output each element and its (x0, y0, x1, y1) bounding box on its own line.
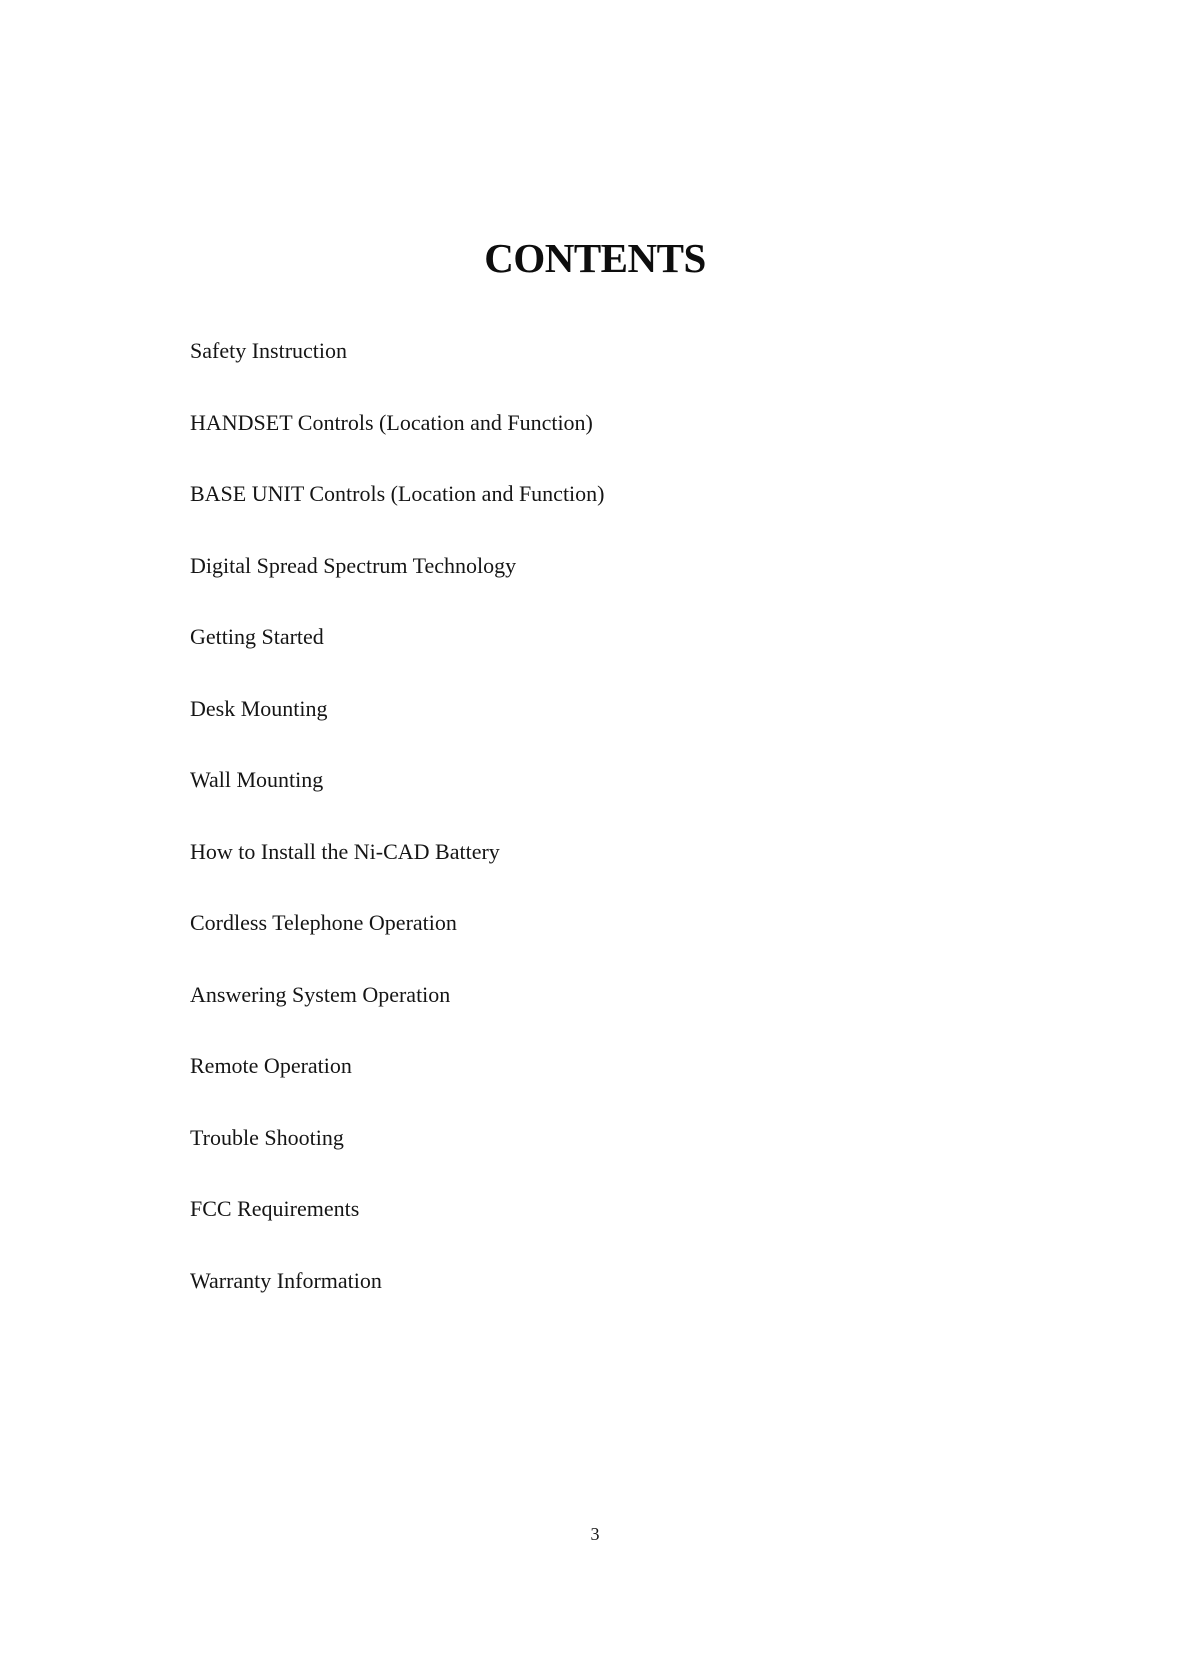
toc-entry-digital-spread-spectrum: Digital Spread Spectrum Technology (190, 552, 517, 578)
toc-entry-desk-mounting: Desk Mounting (190, 695, 328, 721)
toc-entry-wall-mounting: Wall Mounting (190, 767, 324, 792)
toc-entry-base-unit-controls: BASE UNIT Controls (Location and Function) (190, 481, 605, 506)
toc-entry-trouble-shooting: Trouble Shooting (190, 1124, 344, 1150)
toc-entry-answering-system-operation: Answering System Operation (190, 981, 451, 1007)
toc-entry-safety-instruction: Safety Instruction (190, 338, 348, 363)
toc-entry-cordless-telephone-operation: Cordless Telephone Operation (190, 910, 457, 935)
page-title: CONTENTS (484, 235, 706, 281)
toc-entry-install-battery: How to Install the Ni-CAD Battery (190, 838, 500, 864)
page-number: 3 (590, 1524, 600, 1544)
toc-entry-remote-operation: Remote Operation (190, 1053, 352, 1078)
toc-entry-handset-controls: HANDSET Controls (Location and Function) (190, 409, 593, 435)
toc-entry-fcc-requirements: FCC Requirements (190, 1196, 360, 1221)
toc-entry-warranty-information: Warranty Information (190, 1267, 382, 1293)
toc-entry-getting-started: Getting Started (190, 624, 324, 649)
table-of-contents (190, 340, 605, 1341)
